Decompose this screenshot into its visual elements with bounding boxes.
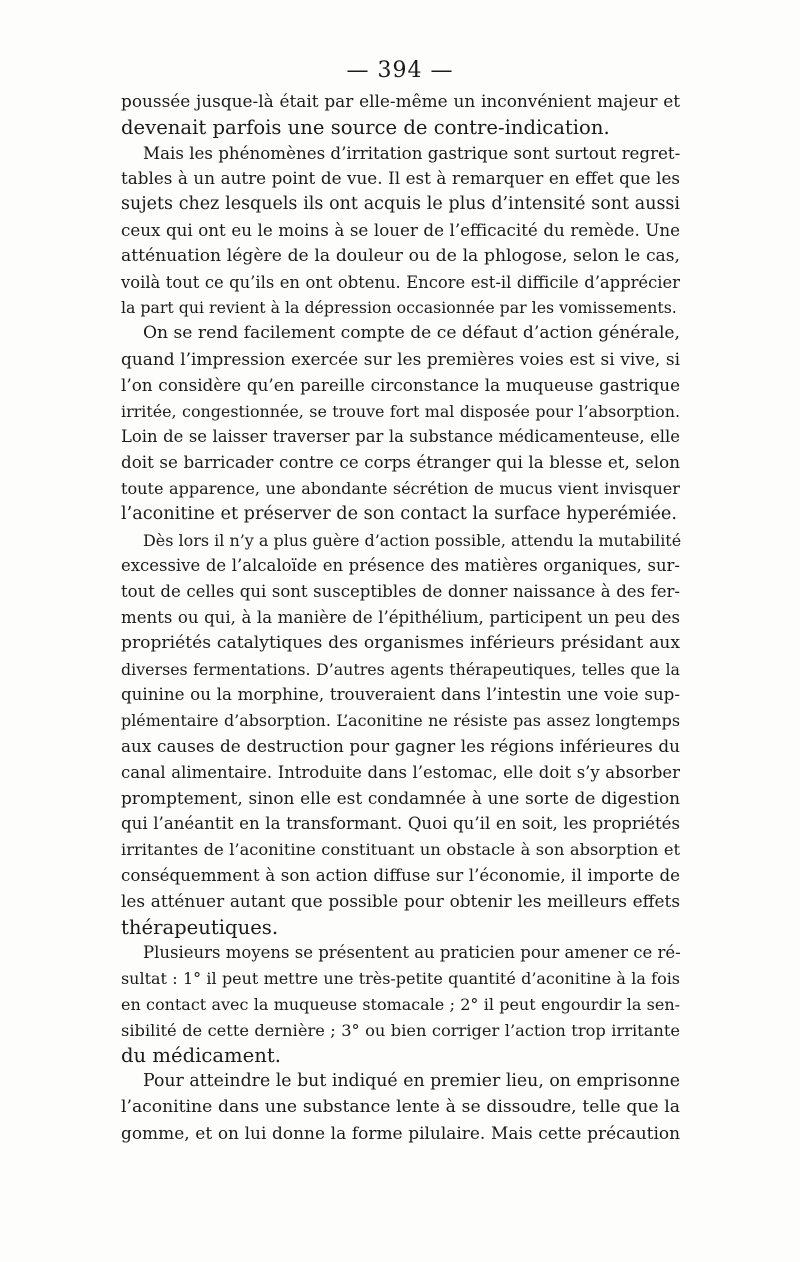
text-line: sibilité de cette dernière ; 3° ou bien corriger l’action trop irritante (121, 1020, 680, 1040)
text-line: la part qui revient à la dépression occasionnée par les vomissements. (121, 298, 677, 318)
text-line: l’aconitine dans une substance lente à se dissoudre, telle que la (121, 1097, 680, 1118)
text-line: aux causes de destruction pour gagner les régions inférieures du (121, 735, 680, 756)
text-line: excessive de l’alcaloïde en présence des matières organiques, sur- (121, 556, 680, 576)
text-line: Pour atteindre le but indiqué en premier lieu, on emprisonne (143, 1071, 680, 1092)
text-line: propriétés catalytiques des organismes inférieurs présidant aux (121, 632, 680, 653)
text-line: canal alimentaire. Introduite dans l’estomac, elle doit s’y absorber (121, 762, 680, 782)
text-line: l’on considère qu’en pareille circonstance la muqueuse gastrique (121, 374, 680, 395)
body-text (121, 89, 680, 1147)
text-line: les atténuer autant que possible pour obtenir les meilleurs effets (121, 890, 680, 911)
text-line: l’aconitine et préserver de son contact la surface hyperémiée. (121, 503, 677, 524)
text-line: gomme, et on lui donne la forme pilulaire. Mais cette précaution (121, 1122, 680, 1143)
text-line: ments ou qui, à la manière de l’épithélium, participent un peu des (121, 607, 680, 627)
text-line: ceux qui ont eu le moins à se louer de l’efficacité du remède. Une (121, 219, 680, 240)
text-line: Mais les phénomènes d’irritation gastrique sont surtout regret- (143, 143, 681, 163)
text-line: thérapeutiques. (121, 915, 279, 939)
text-line: plémentaire d’absorption. L’aconitine ne résiste pas assez longtemps (121, 711, 680, 731)
text-line: Dès lors il n’y a plus guère d’action possible, attendu la mutabilité (143, 530, 682, 550)
text-line: quinine ou la morphine, trouveraient dans l’intestin une voie sup- (121, 684, 680, 705)
page-number: — 394 — (346, 58, 454, 83)
text-line: sujets chez lesquels ils ont acquis le plus d’intensité sont aussi (121, 194, 680, 215)
text-line: devenait parfois une source de contre-indication. (121, 115, 610, 139)
text-line: irritantes de l’aconitine constituant un obstacle à son absorption et (121, 840, 680, 860)
text-line: Plusieurs moyens se présentent au praticien pour amener ce ré- (143, 943, 681, 963)
text-line: en contact avec la muqueuse stomacale ; 2° il peut engourdir la sen- (121, 994, 680, 1014)
text-line: atténuation légère de la douleur ou de la phlogose, selon le cas, (121, 245, 680, 266)
text-line: diverses fermentations. D’autres agents thérapeutiques, telles que la (121, 659, 680, 679)
text-line: irritée, congestionnée, se trouve fort mal disposée pour l’absorption. (121, 401, 680, 421)
text-line: Loin de se laisser traverser par la substance médicamenteuse, elle (121, 427, 680, 447)
text-line: toute apparence, une abondante sécrétion de mucus vient invisquer (121, 478, 680, 498)
text-line: voilà tout ce qu’ils en ont obtenu. Encore est-il difficile d’apprécier (121, 272, 680, 292)
text-line: conséquemment à son action diffuse sur l’économie, il importe de (121, 865, 680, 885)
text-line: poussée jusque-là était par elle-même un inconvénient majeur et (121, 91, 680, 111)
text-line: tout de celles qui sont susceptibles de donner naissance à des fer- (121, 582, 680, 602)
text-line: tables à un autre point de vue. Il est à remarquer en effet que les (121, 168, 680, 189)
text-line: du médicament. (121, 1044, 281, 1068)
text-line: promptement, sinon elle est condamnée à une sorte de digestion (121, 787, 680, 808)
text-line: sultat : 1° il peut mettre une très-petite quantité d’aconitine à la fois (121, 969, 680, 989)
text-line: quand l’impression exercée sur les premières voies est si vive, si (121, 348, 680, 369)
text-line: On se rend facilement compte de ce défaut d’action générale, (143, 323, 680, 344)
text-line: doit se barricader contre ce corps étranger qui la blesse et, selon (121, 452, 680, 473)
text-line: qui l’anéantit en la transformant. Quoi qu’il en soit, les propriétés (121, 814, 680, 834)
